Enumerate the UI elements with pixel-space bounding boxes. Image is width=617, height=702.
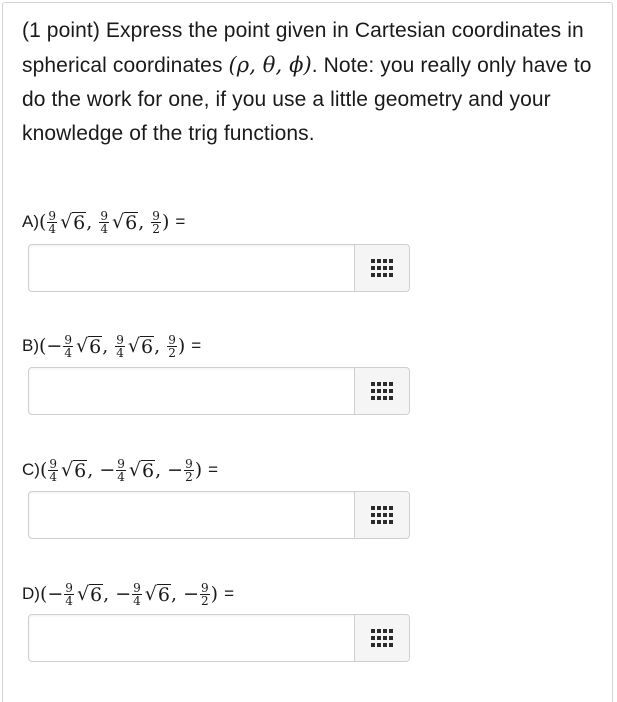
equals-sign: = (208, 460, 219, 479)
close-paren: ) (177, 335, 186, 357)
x-sqrt (60, 211, 86, 233)
problem-note-text: . Note: you really only have to do the work for one, if you use a little geometry and your knowledge of the trig functions. (22, 54, 592, 145)
equation-palette-icon (371, 629, 393, 647)
open-paren: ( (39, 335, 47, 357)
x-denominator: 4 (49, 469, 58, 484)
sqrt-symbol: √ (60, 211, 73, 233)
x-numerator: 9 (64, 332, 72, 347)
spherical-coordinate-tuple: (ρ, θ, ϕ) (228, 53, 312, 77)
equals-sign: = (224, 584, 235, 603)
answer-input[interactable] (29, 245, 355, 291)
y-fraction (116, 458, 126, 483)
x-fraction (64, 582, 74, 607)
equation-palette-icon (371, 382, 393, 400)
x-numerator: 9 (65, 580, 73, 595)
x-numerator: 9 (49, 456, 58, 471)
z-numerator: 9 (185, 456, 193, 471)
x-fraction (48, 458, 58, 483)
open-paren: ( (39, 211, 47, 233)
sqrt-symbol: √ (128, 459, 141, 481)
close-paren: ) (194, 459, 203, 481)
y-sqrt (129, 459, 155, 481)
x-radicand: 6 (74, 460, 87, 482)
question-letter: B) (22, 336, 39, 355)
y-radicand: 6 (157, 584, 170, 606)
cartesian-point (40, 582, 218, 607)
x-radicand: 6 (89, 336, 102, 358)
question-letter: D) (22, 584, 40, 603)
comma: , (154, 335, 161, 357)
answer-input[interactable] (29, 615, 355, 661)
z-numerator: 9 (152, 208, 160, 223)
x-sqrt (77, 583, 103, 605)
question-label (22, 326, 201, 366)
close-paren: ) (161, 211, 170, 233)
x-fraction (63, 334, 73, 359)
comma: , (103, 583, 110, 605)
equation-palette-icon (371, 259, 393, 277)
comma: , (87, 459, 94, 481)
equals-sign: = (175, 212, 186, 231)
answer-input[interactable] (29, 368, 355, 414)
y-denominator: 4 (116, 345, 124, 360)
x-denominator: 4 (65, 593, 73, 608)
question-letter: C) (22, 460, 40, 479)
y-numerator: 9 (117, 456, 125, 471)
answer-box (28, 367, 410, 415)
y-denominator: 4 (117, 469, 125, 484)
y-radicand: 6 (125, 212, 138, 234)
question-label (22, 574, 234, 614)
answer-input[interactable] (29, 492, 355, 538)
x-denominator: 4 (64, 345, 72, 360)
comma: , (155, 459, 162, 481)
equation-editor-button[interactable] (354, 615, 409, 661)
comma: , (171, 583, 178, 605)
open-paren: ( (39, 583, 48, 605)
x-sqrt (61, 459, 87, 481)
cartesian-point (39, 210, 169, 235)
y-numerator: 9 (100, 208, 108, 223)
problem-statement (22, 14, 602, 151)
sqrt-symbol: √ (75, 335, 89, 357)
question-letter: A) (22, 212, 39, 231)
comma: , (138, 211, 145, 233)
y-radicand: 6 (141, 336, 154, 358)
answer-box (28, 244, 410, 292)
x-sqrt (76, 335, 102, 357)
equation-editor-button[interactable] (354, 492, 409, 538)
sqrt-symbol: √ (127, 335, 141, 357)
x-radicand: 6 (90, 584, 103, 606)
z-fraction (151, 210, 161, 235)
problem-intro-text: (1 point) Express the point given in Cartesian coordinates in spherical coordinates (22, 19, 584, 77)
sqrt-symbol: √ (76, 583, 90, 605)
cartesian-point (39, 334, 185, 359)
z-fraction (167, 334, 177, 359)
cartesian-point (40, 458, 202, 483)
z-denominator: 2 (152, 221, 160, 236)
y-radicand: 6 (141, 460, 155, 482)
y-sqrt (112, 211, 138, 233)
y-fraction (115, 334, 125, 359)
x-fraction (47, 210, 57, 235)
x-numerator: 9 (48, 208, 57, 223)
y-fraction (99, 210, 109, 235)
y-sqrt (128, 335, 154, 357)
equation-palette-icon (371, 506, 393, 524)
y-denominator: 4 (133, 593, 141, 608)
z-numerator: 9 (201, 580, 209, 595)
comma: , (102, 335, 109, 357)
y-denominator: 4 (100, 221, 108, 236)
sqrt-symbol: √ (112, 211, 125, 233)
z-fraction (200, 582, 210, 607)
z-numerator: 9 (168, 332, 176, 347)
x-denominator: 4 (48, 221, 57, 236)
y-numerator: 9 (133, 580, 141, 595)
y-sign: − (115, 583, 132, 605)
z-sign: − (167, 459, 184, 481)
question-label (22, 450, 218, 490)
x-sign: − (47, 583, 64, 605)
z-denominator: 2 (168, 345, 176, 360)
question-label (22, 202, 185, 242)
sqrt-symbol: √ (61, 459, 74, 481)
z-fraction (184, 458, 194, 483)
y-numerator: 9 (116, 332, 124, 347)
equation-editor-button[interactable] (354, 245, 409, 291)
z-denominator: 2 (185, 469, 193, 484)
z-denominator: 2 (201, 593, 209, 608)
y-fraction (132, 582, 142, 607)
y-sign: − (99, 459, 116, 481)
z-sign: − (183, 583, 200, 605)
answer-box (28, 614, 410, 662)
equation-editor-button[interactable] (354, 368, 409, 414)
sqrt-symbol: √ (144, 583, 157, 605)
equals-sign: = (191, 336, 202, 355)
close-paren: ) (210, 583, 219, 605)
x-sign: − (46, 335, 63, 357)
x-radicand: 6 (73, 212, 86, 234)
open-paren: ( (39, 459, 48, 481)
answer-box (28, 491, 410, 539)
y-sqrt (145, 583, 171, 605)
comma: , (86, 211, 93, 233)
